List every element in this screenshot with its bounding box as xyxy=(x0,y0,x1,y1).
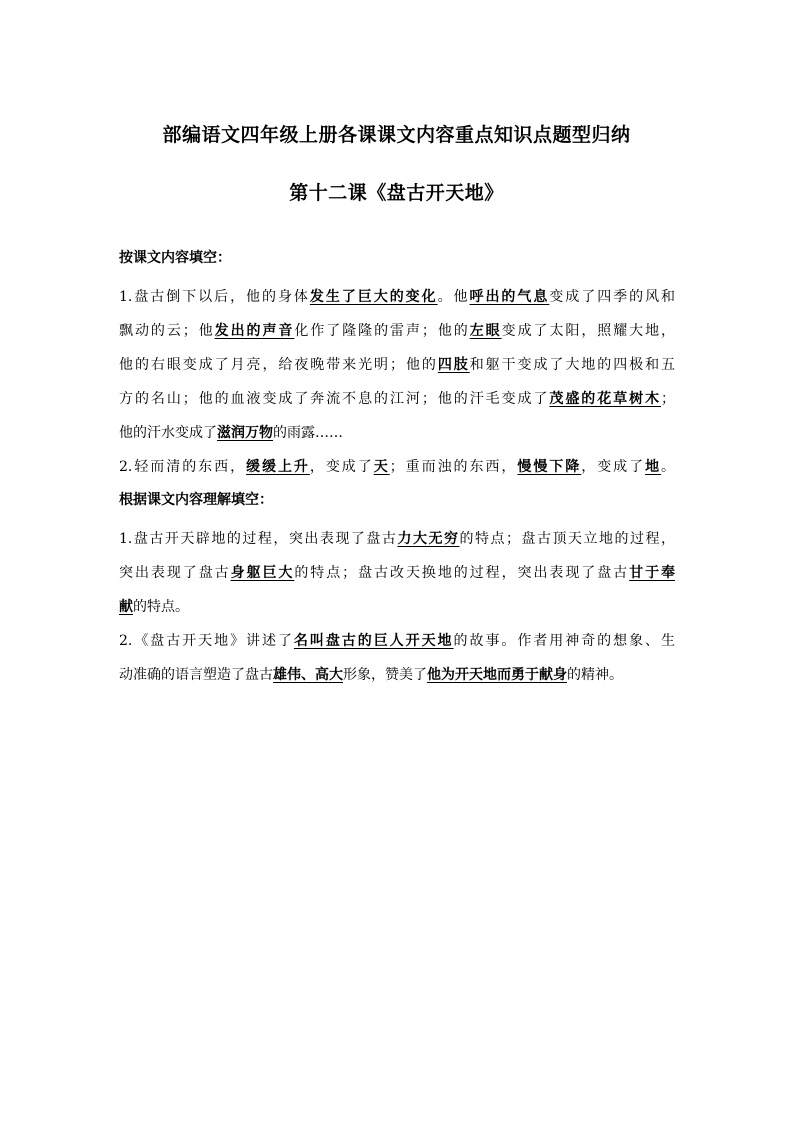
paragraph-1 xyxy=(119,280,675,450)
answer-blank: 发出的声音 xyxy=(214,323,295,339)
text-line: 动准确的语言塑造了盘古雄伟、高大形象，赞美了他为开天地而勇于献身的精神。 xyxy=(119,667,623,683)
answer-blank: 发生了巨大的变化 xyxy=(309,289,438,305)
paragraph-2 xyxy=(119,450,675,484)
document-title: 部编语文四年级上册各课课文内容重点知识点题型归纳 xyxy=(162,124,631,146)
text-line: 突出表现了盘古身躯巨大的特点；盘古改天换地的过程，突出表现了盘古甘于奉 xyxy=(119,565,676,581)
answer-blank: 力大无穷 xyxy=(397,531,460,547)
answer-blank: 茂盛的花草树木 xyxy=(549,391,662,407)
answer-blank: 雄伟、高大 xyxy=(273,667,343,683)
paragraph-3 xyxy=(119,522,675,624)
text-line: 献的特点。 xyxy=(119,599,189,615)
answer-blank: 缓缓上升 xyxy=(246,459,310,475)
answer-blank: 甘于奉 xyxy=(629,565,676,581)
answer-blank: 左眼 xyxy=(469,323,502,339)
text-line: 2.轻而清的东西，缓缓上升，变成了天；重而浊的东西，慢慢下降，变成了地。 xyxy=(119,459,676,475)
section-heading-understanding: 根据课文内容理解填空： xyxy=(119,492,273,508)
answer-blank: 呼出的气息 xyxy=(469,289,550,305)
text-line: 1.盘古开天辟地的过程，突出表现了盘古力大无穷的特点；盘古顶天立地的过程， xyxy=(119,531,676,547)
answer-blank: 献 xyxy=(119,599,133,615)
text-line: 2.《盘古开天地》讲述了名叫盘古的巨人开天地的故事。作者用神奇的想象、生 xyxy=(119,633,676,649)
answer-blank: 地 xyxy=(645,459,662,475)
text-line: 飘动的云；他发出的声音化作了隆隆的雷声；他的左眼变成了太阳，照耀大地， xyxy=(119,323,676,339)
paragraph-4 xyxy=(119,624,675,692)
text-line: 他的右眼变成了月亮，给夜晚带来光明；他的四肢和躯干变成了大地的四极和五 xyxy=(119,357,676,373)
section-heading-fill-by-text: 按课文内容填空： xyxy=(119,250,231,266)
answer-blank: 身躯巨大 xyxy=(230,565,295,581)
answer-blank: 名叫盘古的巨人开天地 xyxy=(293,633,454,649)
answer-blank: 天 xyxy=(373,459,390,475)
lesson-title: 第十二课《盘古开天地》 xyxy=(289,182,504,204)
text-line: 1.盘古倒下以后，他的身体发生了巨大的变化。他呼出的气息变成了四季的风和 xyxy=(119,289,676,305)
text-line: 方的名山；他的血液变成了奔流不息的江河；他的汗毛变成了茂盛的花草树木； xyxy=(119,391,676,407)
answer-blank: 慢慢下降 xyxy=(517,459,582,475)
answer-blank: 四肢 xyxy=(437,357,470,373)
answer-blank: 滋润万物 xyxy=(217,425,273,441)
document-body xyxy=(119,246,675,692)
text-line: 他的汗水变成了滋润万物的雨露…… xyxy=(119,425,343,441)
answer-blank: 他为开天地而勇于献身 xyxy=(427,667,567,683)
